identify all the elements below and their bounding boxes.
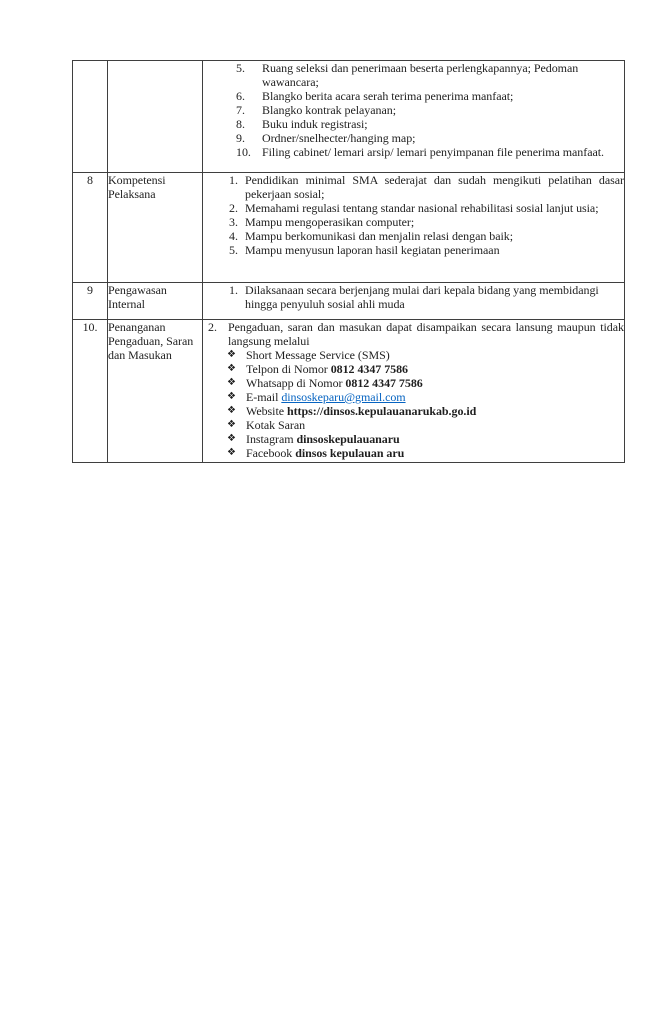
bullet-text-plain: Short Message Service (SMS) [246, 348, 390, 362]
bullet-item [203, 376, 624, 390]
list-item-marker: 8. [236, 117, 245, 131]
list-item-text: Mampu mengoperasikan computer; [245, 215, 415, 229]
table-row-pengawasan-internal [73, 283, 625, 320]
bullet-text-plain: Telpon di Nomor [246, 362, 331, 376]
row-content-cell [203, 61, 625, 173]
bullet-text [246, 348, 624, 362]
row-label-cell: Kompetensi Pelaksana [108, 173, 203, 283]
list-item-marker: 1. [229, 283, 238, 297]
bullet-text-plain: Instagram [246, 432, 297, 446]
bullet-text-plain: Website [246, 404, 287, 418]
bullet-text-plain: E-mail [246, 390, 282, 404]
instagram-handle: dinsoskepulauanaru [296, 432, 400, 446]
service-standard-table [72, 60, 625, 463]
diamond-bullet-icon: ❖ [227, 447, 236, 458]
website-url: https://dinsos.kepulauanarukab.go.id [286, 404, 477, 418]
list-item [203, 229, 624, 243]
list-item [203, 243, 624, 257]
list-item-text: Pendidikan minimal SMA sederajat dan sudah mengikuti pelatihan dasar pekerjaan sosial; [245, 173, 624, 201]
table-row-kompetensi-pelaksana [73, 173, 625, 283]
list-item [203, 173, 624, 201]
row-number-cell: 9 [73, 283, 108, 320]
list-item [203, 145, 624, 159]
diamond-bullet-icon: ❖ [227, 377, 236, 388]
list-item-text: Memahami regulasi tentang standar nasional rehabilitasi sosial lanjut usia; [245, 201, 599, 215]
bullet-text [246, 432, 624, 446]
list-item-text: Mampu berkomunikasi dan menjalin relasi dengan baik; [245, 229, 513, 243]
diamond-bullet-icon: ❖ [227, 349, 236, 360]
bullet-item [203, 446, 624, 460]
row-label-cell: Penanganan Pengaduan, Saran dan Masukan [108, 320, 203, 463]
list-item-marker: 10. [236, 145, 251, 159]
bullet-item [203, 418, 624, 432]
row-number-cell: 8 [73, 173, 108, 283]
list-item [203, 61, 624, 89]
bullet-text [246, 404, 624, 418]
list-item-text: Buku induk registrasi; [262, 117, 368, 131]
row-label-cell: Pengawasan Internal [108, 283, 203, 320]
bullet-item [203, 348, 624, 362]
list-item [203, 201, 624, 215]
bullet-text-plain: Whatsapp di Nomor [246, 376, 346, 390]
list-item [203, 215, 624, 229]
whatsapp-number: 0812 4347 7586 [345, 376, 423, 390]
list-item-marker: 5. [236, 61, 245, 75]
bullet-text [246, 418, 624, 432]
list-item-marker: 2. [229, 201, 238, 215]
list-item-marker: 3. [229, 215, 238, 229]
bullet-text [246, 446, 624, 460]
list-item-text: Filing cabinet/ lemari arsip/ lemari penyimpanan file penerima manfaat. [262, 145, 604, 159]
list-item-marker: 7. [236, 103, 245, 117]
bullet-item [203, 404, 624, 418]
diamond-bullet-icon: ❖ [227, 363, 236, 374]
phone-number: 0812 4347 7586 [330, 362, 408, 376]
row-number-cell [73, 61, 108, 173]
bullet-item [203, 362, 624, 376]
list-item [203, 320, 624, 348]
list-item-marker: 2. [208, 320, 217, 334]
list-item-marker: 1. [229, 173, 238, 187]
list-item [203, 117, 624, 131]
table-row-penanganan-pengaduan [73, 320, 625, 463]
list-item-text: Mampu menyusun laporan hasil kegiatan penerimaan [245, 243, 500, 257]
list-item [203, 131, 624, 145]
row-label-cell [108, 61, 203, 173]
list-item [203, 89, 624, 103]
bullet-item [203, 432, 624, 446]
bullet-item [203, 390, 624, 404]
list-item-text: Dilaksanaan secara berjenjang mulai dari kepala bidang yang membidangi hingga penyuluh sosial ahli muda [245, 283, 599, 311]
list-item-text: Blangko berita acara serah terima penerima manfaat; [262, 89, 514, 103]
email-link[interactable]: dinsoskeparu@gmail.com [281, 390, 406, 404]
list-item-marker: 5. [229, 243, 238, 257]
bullet-text-plain: Facebook [246, 446, 296, 460]
diamond-bullet-icon: ❖ [227, 405, 236, 416]
bullet-text [246, 376, 624, 390]
diamond-bullet-icon: ❖ [227, 419, 236, 430]
list-item-marker: 9. [236, 131, 245, 145]
list-item-text: Ruang seleksi dan penerimaan beserta perlengkapannya; Pedoman wawancara; [262, 61, 579, 89]
list-item-marker: 6. [236, 89, 245, 103]
list-item-marker: 4. [229, 229, 238, 243]
list-item-text: Blangko kontrak pelayanan; [262, 103, 396, 117]
diamond-bullet-icon: ❖ [227, 391, 236, 402]
list-item [203, 103, 624, 117]
bullet-text [246, 362, 624, 376]
facebook-handle: dinsos kepulauan aru [295, 446, 405, 460]
bullet-text [246, 390, 624, 404]
list-item [203, 283, 624, 311]
row-number-cell: 10. [73, 320, 108, 463]
row-content-cell [203, 283, 625, 320]
list-item-text: Pengaduan, saran dan masukan dapat disampaikan secara lansung maupun tidak langsung melalui [228, 320, 624, 348]
list-item-text: Ordner/snelhecter/hanging map; [262, 131, 416, 145]
diamond-bullet-icon: ❖ [227, 433, 236, 444]
table-row-facilities-continued [73, 61, 625, 173]
bullet-text-plain: Kotak Saran [246, 418, 306, 432]
row-content-cell [203, 320, 625, 463]
row-content-cell [203, 173, 625, 283]
